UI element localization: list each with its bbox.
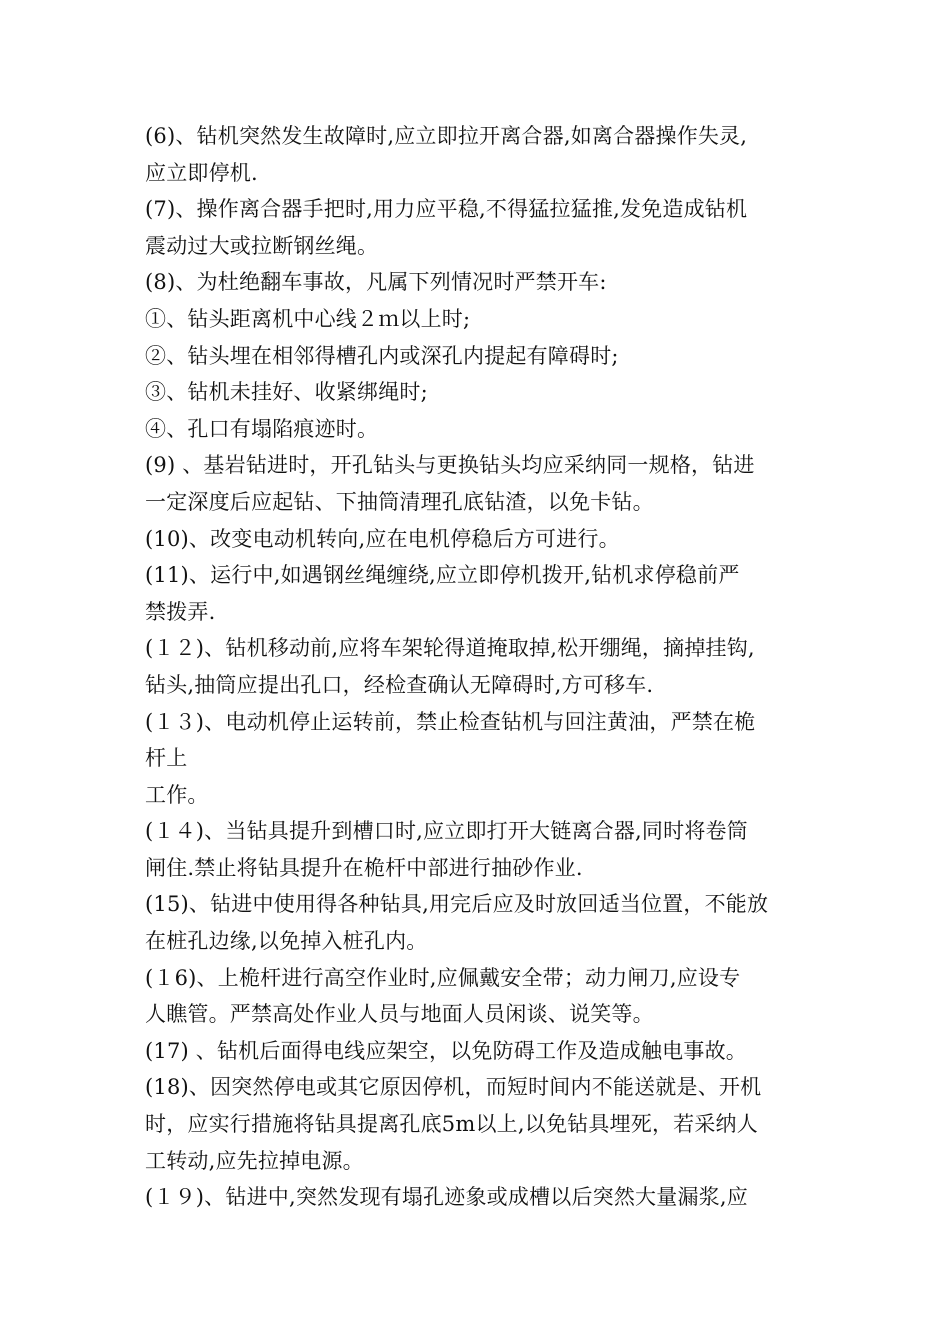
text-line: 禁拨弄. bbox=[145, 599, 216, 624]
text-line: 工作。 bbox=[145, 782, 209, 807]
text-line: 钻头,抽筒应提出孔口，经检查确认无障碍时,方可移车. bbox=[145, 672, 654, 697]
text-line: ④、孔口有塌陷痕迹时。 bbox=[145, 416, 379, 441]
text-line: 在桩孔边缘,以免掉入桩孔内。 bbox=[145, 929, 428, 954]
text-line: 时，应实行措施将钻具提离孔底5m以上,以免钻具埋死，若采纳人 bbox=[145, 1112, 758, 1137]
text-line: (15)、钻进中使用得各种钻具,用完后应及时放回适当位置，不能放 bbox=[145, 892, 769, 917]
text-line: 应立即停机. bbox=[145, 160, 258, 185]
text-line: (１３)、电动机停止运转前，禁止检查钻机与回注黄油，严禁在桅 bbox=[145, 709, 756, 734]
text-line: ①、钻头距离机中心线２ｍ以上时; bbox=[145, 306, 471, 331]
text-line: 杆上 bbox=[145, 746, 188, 771]
document-body bbox=[145, 118, 810, 1216]
text-line: (１９)、钻进中,突然发现有塌孔迹象或成槽以后突然大量漏浆,应 bbox=[145, 1185, 748, 1210]
text-line: (6)、钻机突然发生故障时,应立即拉开离合器,如离合器操作失灵, bbox=[145, 124, 748, 148]
text-line: ③、钻机未挂好、收紧绑绳时; bbox=[145, 380, 428, 405]
text-line: 闸住.禁止将钻具提升在桅杆中部进行抽砂作业. bbox=[145, 855, 583, 880]
text-line: (8)、为杜绝翻车事故，凡属下列情况时严禁开车: bbox=[145, 270, 607, 295]
text-line: ②、钻头埋在相邻得槽孔内或深孔内提起有障碍时; bbox=[145, 343, 619, 368]
text-line: (17) 、钻机后面得电线应架空，以免防碍工作及造成触电事故。 bbox=[145, 1038, 747, 1063]
text-line: (10)、改变电动机转向,应在电机停稳后方可进行。 bbox=[145, 526, 620, 551]
text-line: 震动过大或拉断钢丝绳。 bbox=[145, 233, 379, 258]
text-line: (7)、操作离合器手把时,用力应平稳,不得猛拉猛推,发免造成钻机 bbox=[145, 197, 748, 222]
text-line: 工转动,应先拉掉电源。 bbox=[145, 1148, 364, 1173]
text-line: (18)、因突然停电或其它原因停机，而短时间内不能送就是、开机 bbox=[145, 1075, 762, 1100]
text-line: 人瞧管。严禁高处作业人员与地面人员闲谈、说笑等。 bbox=[145, 1002, 654, 1027]
text-line: 一定深度后应起钻、下抽筒清理孔底钻渣，以免卡钻。 bbox=[145, 489, 654, 514]
text-line: (11)、运行中,如遇钢丝绳缠绕,应立即停机拨开,钻机求停稳前严 bbox=[145, 563, 740, 588]
text-line: (１２)、钻机移动前,应将车架轮得道掩取掉,松开绷绳，摘掉挂钩, bbox=[145, 636, 755, 661]
text-line: (9) 、基岩钻进时，开孔钻头与更换钻头均应采纳同一规格，钻进 bbox=[145, 453, 755, 478]
text-line: (１6)、上桅杆进行高空作业时,应佩戴安全带；动力闸刀,应设专 bbox=[145, 965, 741, 990]
text-line: (１４)、当钻具提升到槽口时,应立即打开大链离合器,同时将卷筒 bbox=[145, 819, 748, 844]
